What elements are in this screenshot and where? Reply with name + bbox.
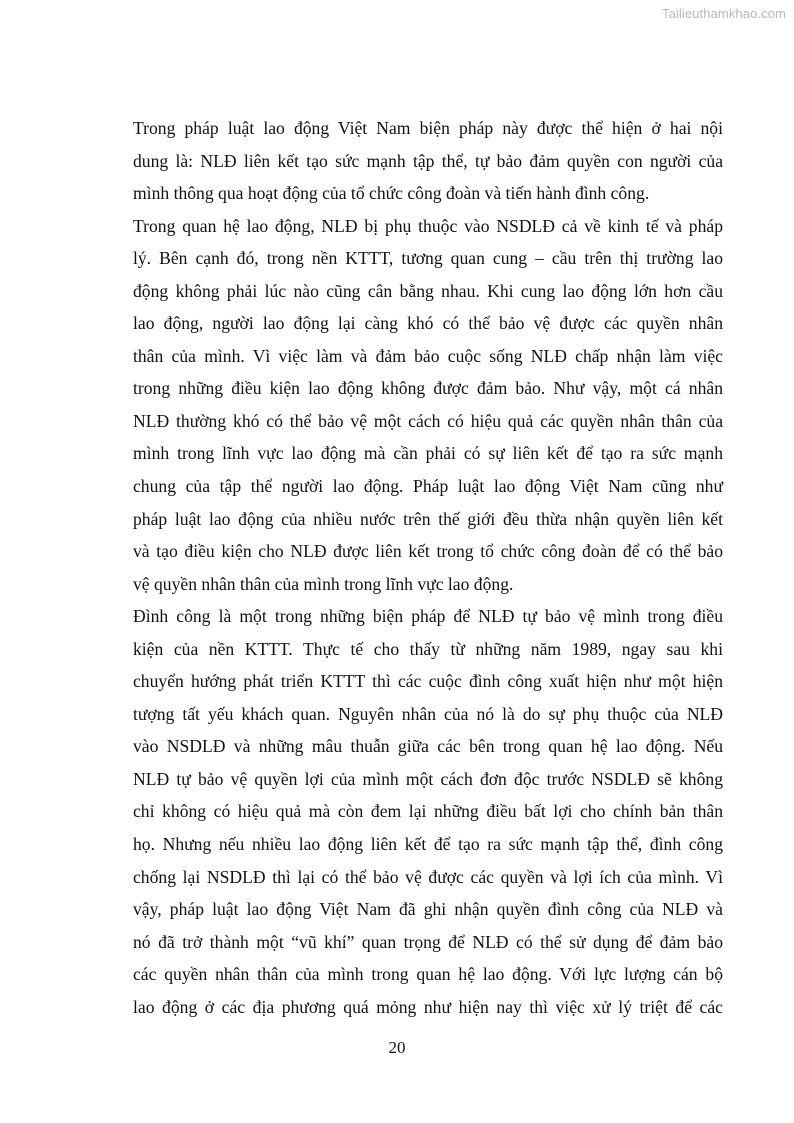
text-line: các quyền nhân thân của mình trong quan hệ lao động. Với lực lượng cán bộ [133,964,723,985]
text-line: pháp luật lao động của nhiều nước trên thế giới đều thừa nhận quyền liên kết [133,508,723,529]
text-line: lao động ở các địa phương quá mỏng như hiện nay thì việc xử lý triệt để các [133,996,723,1017]
text-line: Đình công là một trong những biện pháp để NLĐ tự bảo vệ mình trong điều [133,606,723,627]
paragraph [133,604,723,1027]
paragraph [133,214,723,605]
text-line: vào NSDLĐ và những mâu thuẫn giữa các bên trong quan hệ lao động. Nếu [133,736,723,757]
page-number: 20 [388,1038,406,1057]
text-line: chỉ không có hiệu quả mà còn đem lại những điều bất lợi cho chính bản thân [133,801,723,822]
text-line: vậy, pháp luật lao động Việt Nam đã ghi nhận quyền đình công của NLĐ và [133,899,723,920]
text-line: động không phải lúc nào cũng cân bằng nhau. Khi cung lao động lớn hơn cầu [133,280,723,301]
text-line: và tạo điều kiện cho NLĐ được liên kết trong tổ chức công đoàn để có thể bảo [133,541,723,562]
text-line: chống lại NSDLĐ thì lại có thể bảo vệ được các quyền và lợi ích của mình. Vì [133,866,723,887]
text-line: lý. Bên cạnh đó, trong nền KTTT, tương quan cung – cầu trên thị trường lao [133,248,723,269]
watermark: Tailieuthamkhao.com [661,6,786,21]
text-line: thân của mình. Vì việc làm và đảm bảo cuộc sống NLĐ chấp nhận làm việc [133,345,723,366]
text-line: vệ quyền nhân thân của mình trong lĩnh vực lao động. [133,573,514,594]
body-text [133,116,723,1027]
text-line: NLĐ tự bảo vệ quyền lợi của mình một cách đơn độc trước NSDLĐ sẽ không [133,768,723,789]
text-line: kiện của nền KTTT. Thực tế cho thấy từ những năm 1989, ngay sau khi [133,638,723,659]
text-line: Trong quan hệ lao động, NLĐ bị phụ thuộc vào NSDLĐ cả về kinh tế và pháp [133,215,723,236]
text-line: dung là: NLĐ liên kết tạo sức mạnh tập thể, tự bảo đảm quyền con người của [133,150,723,171]
text-line: họ. Nhưng nếu nhiều lao động liên kết để tạo ra sức mạnh tập thể, đình công [133,834,723,855]
text-line: trong những điều kiện lao động không được đảm bảo. Như vậy, một cá nhân [133,378,723,399]
text-line: lao động, người lao động lại càng khó có thể bảo vệ được các quyền nhân [133,313,723,334]
text-line: NLĐ thường khó có thể bảo vệ một cách có hiệu quả các quyền nhân thân của [133,410,723,431]
text-line: nó đã trở thành một “vũ khí” quan trọng để NLĐ có thể sử dụng để đảm bảo [133,931,723,952]
text-line: chung của tập thể người lao động. Pháp luật lao động Việt Nam cũng như [133,476,723,497]
text-line: mình thông qua hoạt động của tổ chức công đoàn và tiến hành đình công. [133,183,650,204]
text-line: chuyển hướng phát triển KTTT thì các cuộc đình công xuất hiện như một hiện [133,671,723,692]
paragraph [133,116,723,214]
text-line: tượng tất yếu khách quan. Nguyên nhân của nó là do sự phụ thuộc của NLĐ [133,703,723,724]
text-line: mình trong lĩnh vực lao động mà cần phải có sự liên kết để tạo ra sức mạnh [133,443,723,464]
text-line: Trong pháp luật lao động Việt Nam biện pháp này được thể hiện ở hai nội [133,118,723,138]
